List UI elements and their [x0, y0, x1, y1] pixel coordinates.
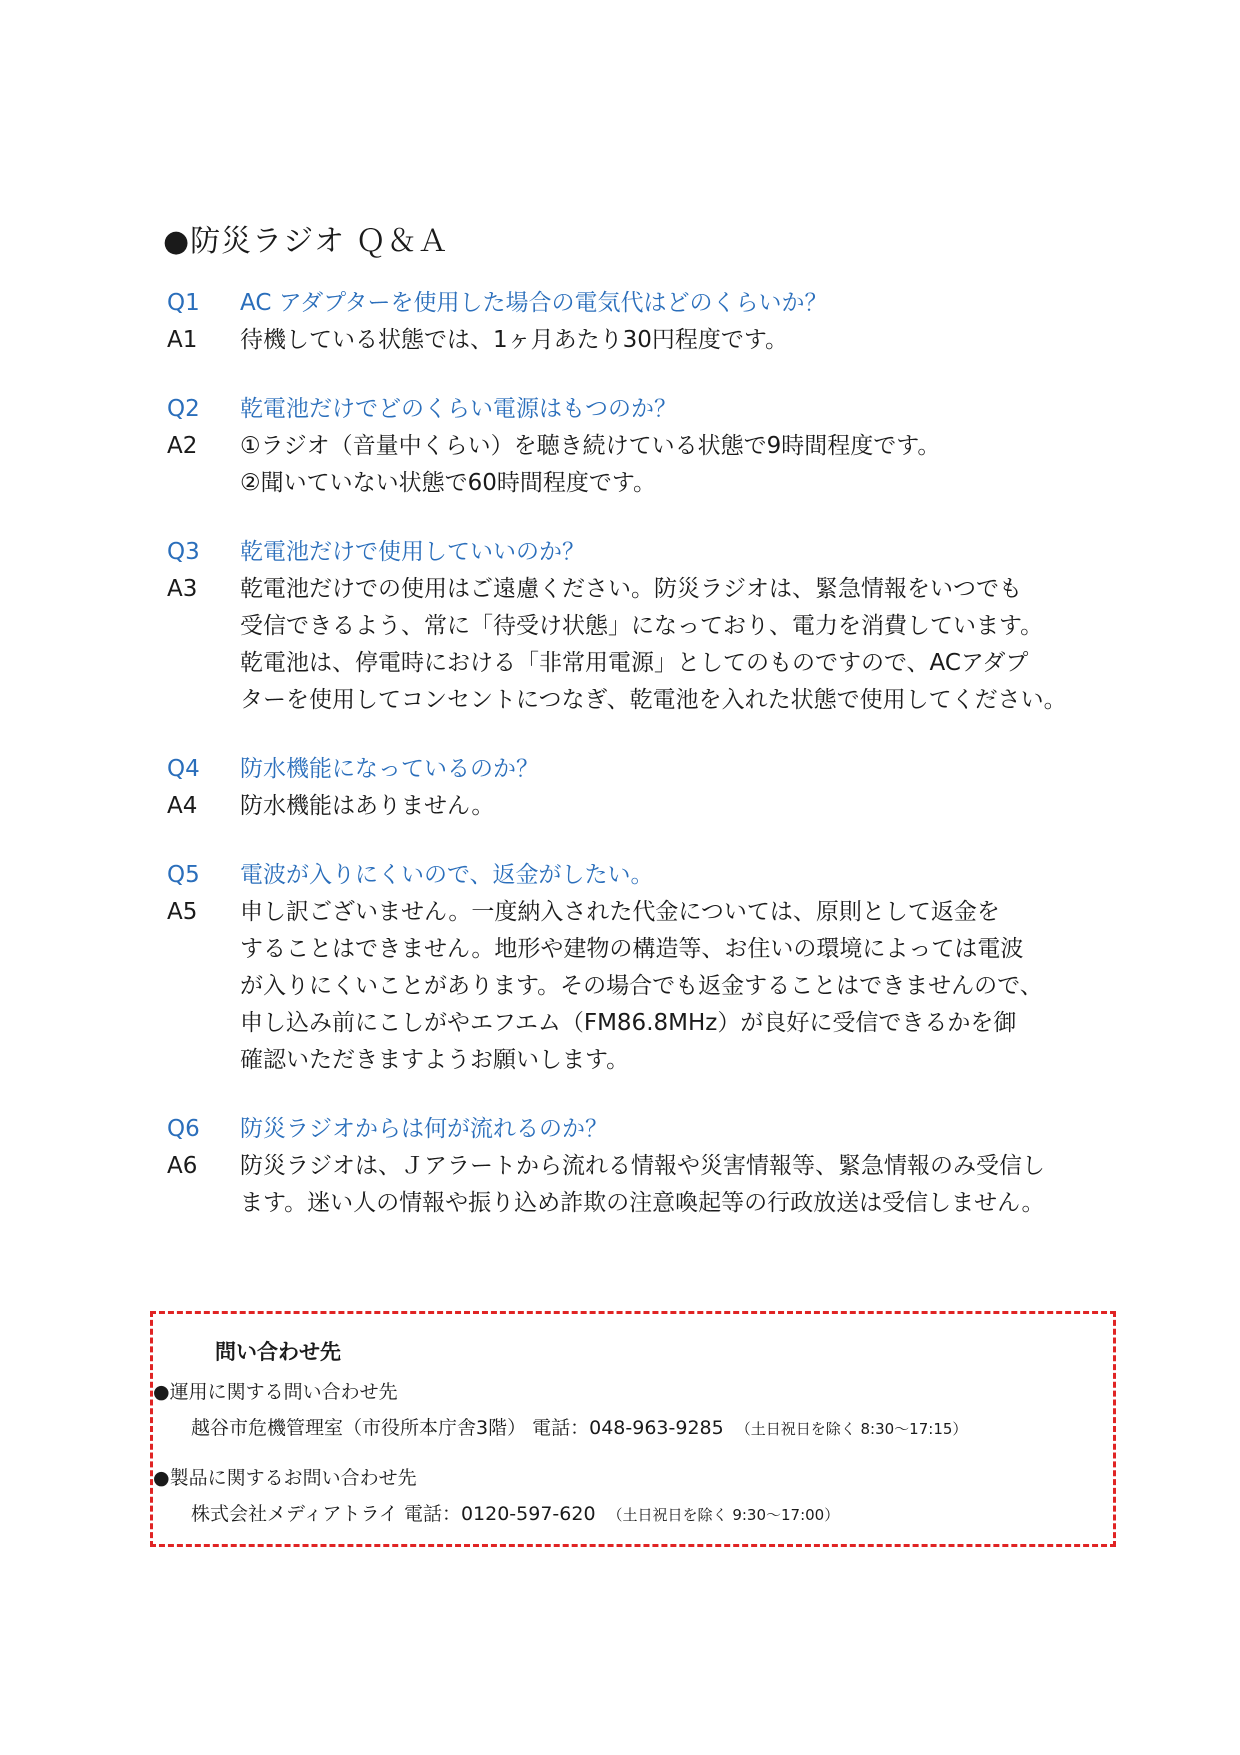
- question-number: Q2: [167, 396, 200, 422]
- contact-detail: [153, 1498, 839, 1531]
- answer-line: ターを使用してコンセントにつなぎ、乾電池を入れた状態で使用してください。: [240, 687, 1067, 713]
- answer-line: ます。迷い人の情報や振り込め詐欺の注意喚起等の行政放送は受信しません。: [240, 1190, 1045, 1216]
- question-number: Q3: [167, 539, 200, 565]
- contact-product: [153, 1464, 839, 1531]
- answer-number: A3: [167, 576, 198, 602]
- question-text: 防水機能になっているのか？: [240, 756, 539, 782]
- answer-number: A5: [167, 899, 198, 925]
- question-text: 電波が入りにくいので、返金がしたい。: [240, 862, 654, 888]
- question-number: Q4: [167, 756, 200, 782]
- answer-text: [240, 428, 940, 502]
- question-number: Q6: [167, 1116, 200, 1142]
- question-row: [167, 391, 1117, 428]
- contact-heading: ●運用に関する問い合わせ先: [153, 1381, 398, 1403]
- answer-text: [240, 571, 1067, 719]
- answer-line: 防水機能はありません。: [240, 793, 495, 819]
- answer-line: することはできません。地形や建物の構造等、お住いの環境によっては電波: [240, 936, 1024, 962]
- answer-line: 申し訳ございません。一度納入された代金については、原則として返金を: [240, 899, 1000, 925]
- contact-heading: ●製品に関するお問い合わせ先: [153, 1467, 417, 1489]
- answer-text: [240, 1148, 1045, 1222]
- question-text: 防災ラジオからは何が流れるのか？: [240, 1116, 608, 1142]
- qa-item: [167, 1111, 1117, 1222]
- contact-detail: [153, 1412, 967, 1445]
- answer-line: 乾電池だけでの使用はご遠慮ください。防災ラジオは、緊急情報をいつでも: [240, 576, 1022, 602]
- contact-title: 問い合わせ先: [215, 1340, 341, 1364]
- answer-text: [240, 894, 1043, 1079]
- qa-item: [167, 285, 1117, 359]
- answer-row: [167, 894, 1117, 1079]
- answer-line: 待機している状態では、1ヶ月あたり30円程度です。: [240, 327, 789, 353]
- contact-hours: （土日祝日を除く 9:30～17:00）: [607, 1506, 840, 1524]
- answer-text: [240, 788, 494, 825]
- question-row: [167, 857, 1117, 894]
- qa-item: [167, 534, 1117, 719]
- answer-line: が入りにくいことがあります。その場合でも返金することはできませんので、: [240, 973, 1043, 999]
- answer-number: A6: [167, 1153, 198, 1179]
- answer-line: 受信できるよう、常に「待受け状態」になっており、電力を消費しています。: [240, 613, 1044, 639]
- question-number: Q5: [167, 862, 200, 888]
- answer-row: [167, 571, 1117, 719]
- contact-detail-text: 越谷市危機管理室（市役所本庁舎3階） 電話：048-963-9285: [191, 1417, 724, 1439]
- answer-line: ②聞いていない状態で60時間程度です。: [240, 470, 657, 496]
- answer-line: 防災ラジオは、Ｊアラートから流れる情報や災害情報等、緊急情報のみ受信し: [240, 1153, 1045, 1179]
- answer-row: [167, 322, 1117, 359]
- question-row: [167, 285, 1117, 322]
- qa-item: [167, 751, 1117, 825]
- question-row: [167, 1111, 1117, 1148]
- answer-line: 申し込み前にこしがやエフエム（FM86.8MHz）が良好に受信できるかを御: [240, 1010, 1017, 1036]
- qa-item: [167, 857, 1117, 1079]
- qa-item: [167, 391, 1117, 502]
- question-text: 乾電池だけで使用していいのか？: [240, 539, 585, 565]
- question-row: [167, 751, 1117, 788]
- question-text: 乾電池だけでどのくらい電源はもつのか？: [240, 396, 677, 422]
- question-text: AC アダプターを使用した場合の電気代はどのくらいか？: [240, 290, 828, 316]
- answer-row: [167, 1148, 1117, 1222]
- answer-line: 確認いただきますようお願いします。: [240, 1047, 630, 1073]
- question-row: [167, 534, 1117, 571]
- contact-operation: [153, 1378, 967, 1445]
- contact-detail-text: 株式会社メディアトライ 電話：0120-597-620: [191, 1503, 596, 1525]
- answer-line: 乾電池は、停電時における「非常用電源」としてのものですので、ACアダプ: [240, 650, 1029, 676]
- answer-number: A2: [167, 433, 198, 459]
- contact-box: [150, 1311, 1116, 1547]
- answer-row: [167, 428, 1117, 502]
- answer-row: [167, 788, 1117, 825]
- contact-hours: （土日祝日を除く 8:30～17:15）: [735, 1420, 968, 1438]
- qa-list: [167, 285, 1117, 1254]
- page-title: ●防災ラジオ Ｑ＆Ａ: [163, 224, 449, 259]
- answer-text: [240, 322, 788, 359]
- answer-line: ①ラジオ（音量中くらい）を聴き続けている状態で9時間程度です。: [240, 433, 941, 459]
- answer-number: A1: [167, 327, 198, 353]
- answer-number: A4: [167, 793, 198, 819]
- question-number: Q1: [167, 290, 200, 316]
